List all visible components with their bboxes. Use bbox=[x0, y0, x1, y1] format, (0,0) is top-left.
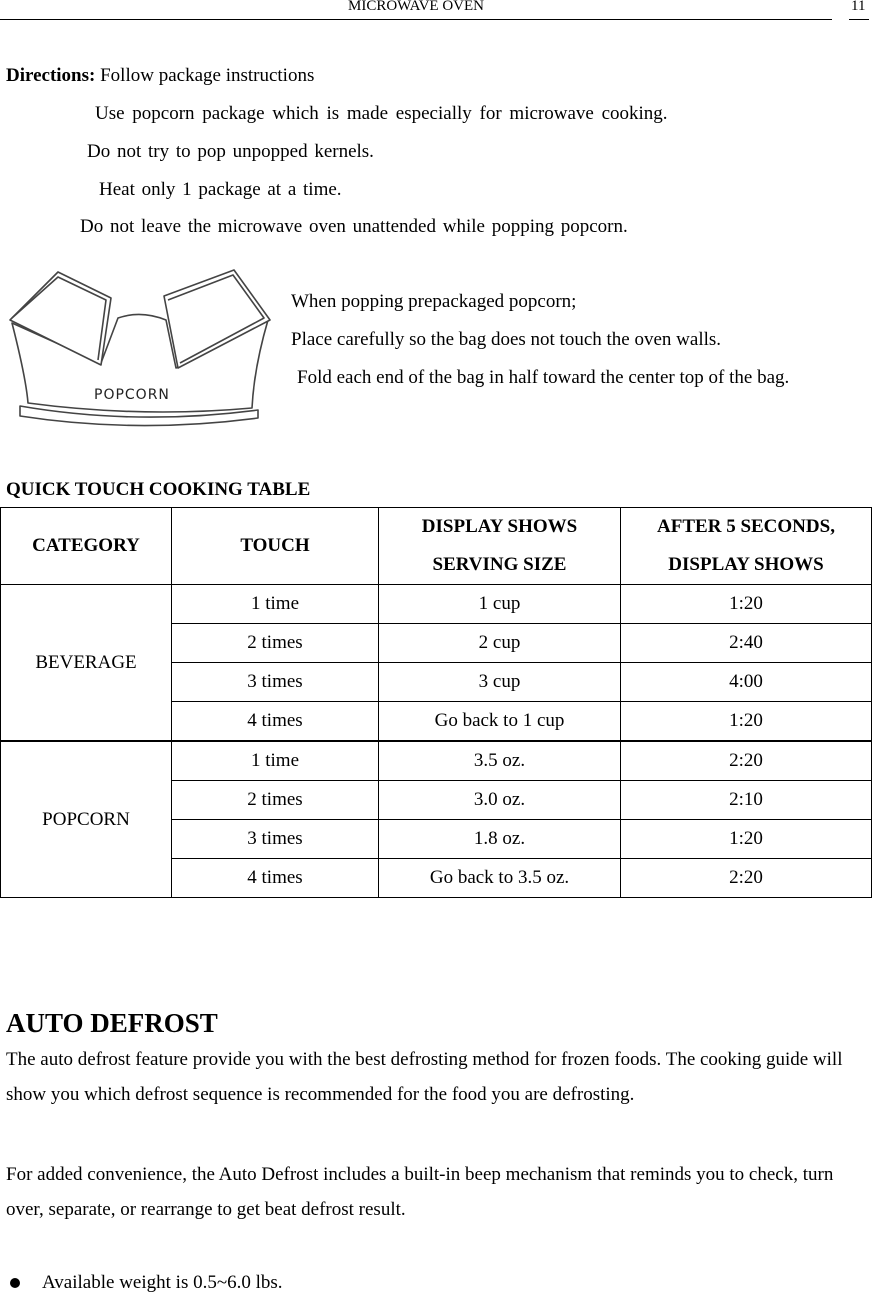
serving-cell: 1.8 oz. bbox=[379, 820, 621, 859]
touch-cell: 2 times bbox=[172, 624, 379, 663]
quick-touch-table bbox=[0, 507, 872, 898]
direction-item: Do not leave the microwave oven unattended while popping popcorn. bbox=[80, 216, 628, 237]
serving-cell: 1 cup bbox=[379, 585, 621, 624]
time-cell: 1:20 bbox=[621, 585, 872, 624]
table-row bbox=[1, 585, 872, 624]
header-serving bbox=[379, 508, 621, 585]
serving-cell: Go back to 1 cup bbox=[379, 702, 621, 742]
serving-cell: 2 cup bbox=[379, 624, 621, 663]
header-serving-line2: SERVING SIZE bbox=[432, 554, 567, 575]
bullet-text: Available weight is 0.5~6.0 lbs. bbox=[42, 1272, 283, 1293]
defrost-paragraph: For added convenience, the Auto Defrost includes a built-in beep mechanism that reminds you to check, turn over, separate, or rearrange to get beat defrost result. bbox=[6, 1164, 834, 1220]
touch-cell: 2 times bbox=[172, 781, 379, 820]
popcorn-tip: When popping prepackaged popcorn; bbox=[291, 291, 577, 312]
time-cell: 2:40 bbox=[621, 624, 872, 663]
popcorn-bag-label: POPCORN bbox=[94, 387, 170, 403]
serving-cell: 3 cup bbox=[379, 663, 621, 702]
touch-cell: 4 times bbox=[172, 859, 379, 898]
touch-cell: 1 time bbox=[172, 741, 379, 781]
page-number: 11 bbox=[851, 0, 866, 14]
popcorn-tip: Fold each end of the bag in half toward the center top of the bag. bbox=[297, 367, 790, 388]
directions-intro: Follow package instructions bbox=[95, 65, 315, 86]
direction-item: Heat only 1 package at a time. bbox=[99, 179, 342, 200]
directions-label: Directions: bbox=[6, 65, 96, 86]
bullet-icon bbox=[10, 1278, 20, 1288]
page-number-rule bbox=[849, 19, 869, 20]
time-cell: 2:20 bbox=[621, 859, 872, 898]
touch-cell: 3 times bbox=[172, 820, 379, 859]
touch-cell: 1 time bbox=[172, 585, 379, 624]
table-header-row bbox=[1, 508, 872, 585]
header-rule bbox=[0, 19, 832, 20]
defrost-paragraph: The auto defrost feature provide you with the best defrosting method for frozen foods. The cooking guide will show you which defrost sequence is recommended for the food you are defrosting. bbox=[6, 1049, 843, 1105]
direction-item: Do not try to pop unpopped kernels. bbox=[87, 141, 374, 162]
time-cell: 2:10 bbox=[621, 781, 872, 820]
directions-line bbox=[6, 65, 314, 87]
time-cell: 4:00 bbox=[621, 663, 872, 702]
direction-item: Use popcorn package which is made especially for microwave cooking. bbox=[95, 103, 668, 124]
header-time-line2: DISPLAY SHOWS bbox=[668, 554, 824, 575]
running-header: MICROWAVE OVEN bbox=[348, 0, 484, 14]
serving-cell: Go back to 3.5 oz. bbox=[379, 859, 621, 898]
time-cell: 1:20 bbox=[621, 702, 872, 742]
touch-cell: 4 times bbox=[172, 702, 379, 742]
category-cell: BEVERAGE bbox=[1, 585, 172, 742]
header-touch: TOUCH bbox=[172, 508, 379, 585]
header-time bbox=[621, 508, 872, 585]
time-cell: 2:20 bbox=[621, 741, 872, 781]
serving-cell: 3.5 oz. bbox=[379, 741, 621, 781]
popcorn-bag-illustration bbox=[6, 268, 272, 440]
serving-cell: 3.0 oz. bbox=[379, 781, 621, 820]
header-serving-line1: DISPLAY SHOWS bbox=[421, 516, 578, 537]
category-cell: POPCORN bbox=[1, 741, 172, 898]
popcorn-tip: Place carefully so the bag does not touch the oven walls. bbox=[291, 329, 722, 350]
header-category: CATEGORY bbox=[1, 508, 172, 585]
header-time-line1: AFTER 5 SECONDS, bbox=[657, 516, 835, 537]
table-row bbox=[1, 741, 872, 781]
table-title: QUICK TOUCH COOKING TABLE bbox=[6, 479, 311, 500]
touch-cell: 3 times bbox=[172, 663, 379, 702]
time-cell: 1:20 bbox=[621, 820, 872, 859]
section-title: AUTO DEFROST bbox=[6, 1008, 218, 1038]
